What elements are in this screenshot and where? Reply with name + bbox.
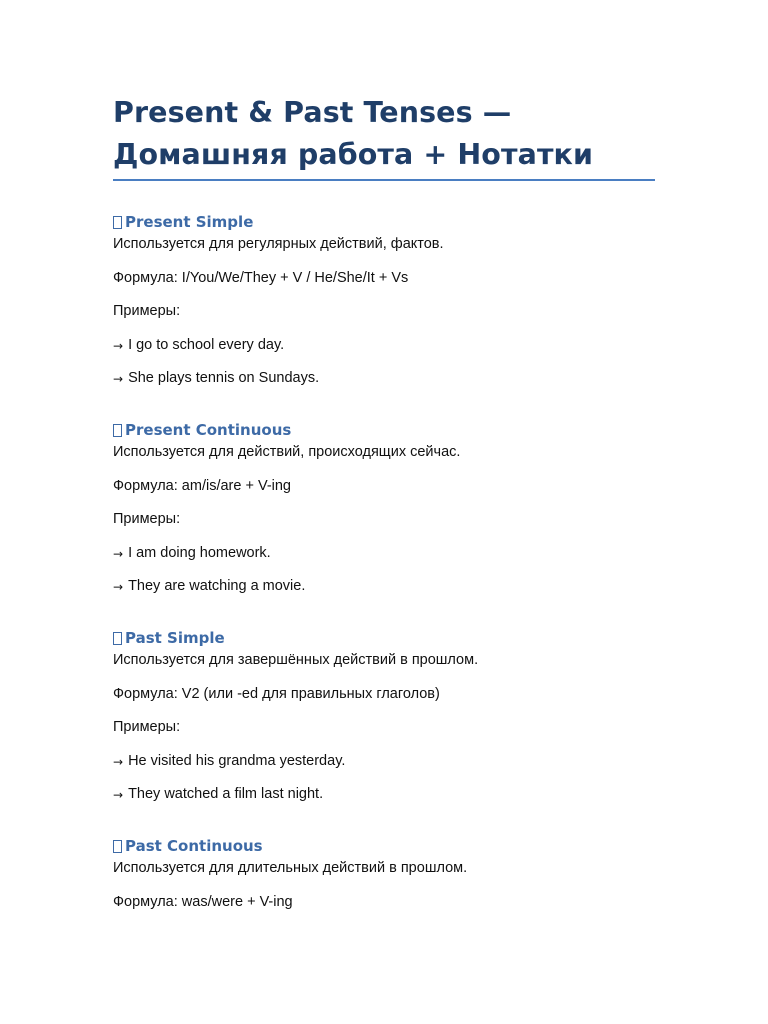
examples-label: Примеры: [113, 511, 181, 527]
document-title: Present & Past Tenses — Домашняя работа + Нотатки [113, 96, 594, 171]
formula-text: Формула: I/You/We/They + V / He/She/It + Vs [113, 269, 409, 286]
arrow-right-icon: → [113, 338, 124, 353]
arrow-right-icon: → [113, 372, 124, 386]
title-underline [113, 179, 655, 181]
section-heading-text: Past Simple [125, 629, 225, 647]
example-item [113, 750, 655, 772]
arrow-right-icon: → [113, 580, 124, 594]
usage-text: Используется для длительных действий в прошлом. [113, 860, 468, 876]
example-text: She plays tennis on Sundays. [128, 370, 320, 386]
example-item [113, 334, 655, 356]
missing-glyph-icon [113, 216, 122, 229]
examples-label: Примеры: [113, 303, 181, 319]
section-heading-text: Present Simple [125, 213, 254, 231]
example-item [113, 783, 655, 805]
arrow-right-icon: → [113, 754, 124, 769]
usage-text: Используется для регулярных действий, фактов. [113, 236, 444, 252]
missing-glyph-icon [113, 424, 122, 437]
formula-text: Формула: am/is/are + V-ing [113, 477, 292, 494]
usage-text: Используется для действий, происходящих сейчас. [113, 444, 461, 460]
section-heading [113, 835, 655, 857]
arrow-right-icon: → [113, 788, 124, 802]
example-text: They are watching a movie. [128, 578, 306, 594]
usage-text: Используется для завершённых действий в прошлом. [113, 652, 479, 668]
arrow-right-icon: → [113, 546, 124, 561]
document-page [113, 92, 655, 913]
section-heading [113, 211, 655, 233]
section-heading [113, 419, 655, 441]
example-text: They watched a film last night. [128, 786, 324, 802]
formula-text: Формула: V2 (или -ed для правильных глаголов) [113, 685, 440, 702]
example-text: I go to school every day. [128, 336, 285, 353]
formula-text: Формула: was/were + V-ing [113, 893, 293, 910]
section-heading-text: Past Continuous [125, 837, 263, 855]
example-text: I am doing homework. [128, 544, 271, 561]
example-text: He visited his grandma yesterday. [128, 752, 346, 769]
example-item [113, 575, 655, 597]
section-past-continuous [113, 835, 655, 913]
section-present-simple [113, 211, 655, 389]
example-item [113, 542, 655, 564]
missing-glyph-icon [113, 840, 122, 853]
examples-label: Примеры: [113, 719, 181, 735]
missing-glyph-icon [113, 632, 122, 645]
section-past-simple [113, 627, 655, 805]
section-heading [113, 627, 655, 649]
section-present-continuous [113, 419, 655, 597]
example-item [113, 367, 655, 389]
section-heading-text: Present Continuous [125, 421, 292, 439]
